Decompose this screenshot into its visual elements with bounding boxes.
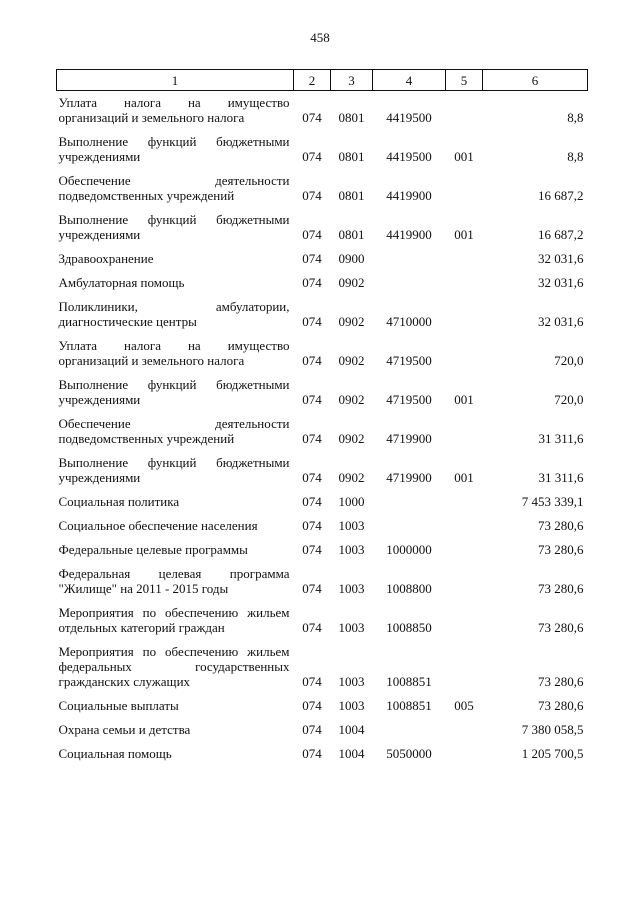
row-section-code: 1003 <box>338 581 365 596</box>
row-target-code: 4719900 <box>386 470 432 485</box>
table-row <box>57 562 588 601</box>
row-ministry-code: 074 <box>302 314 322 329</box>
row-amount: 73 280,6 <box>538 581 584 596</box>
row-ministry-code: 074 <box>302 188 322 203</box>
row-expense-type-code <box>446 640 483 694</box>
row-name: Уплата налога на имущество организаций и земельного налога <box>58 338 290 368</box>
row-target-code: 4719500 <box>386 353 432 368</box>
row-name: Федеральная целевая программа "Жилище" на 2011 - 2015 годы <box>58 566 290 596</box>
table-body <box>57 91 588 767</box>
table-row <box>57 271 588 295</box>
row-ministry-code: 074 <box>302 227 322 242</box>
row-section-code: 0902 <box>338 470 365 485</box>
table-row <box>57 130 588 169</box>
header-col-5: 5 <box>446 70 483 91</box>
row-expense-type-code: 001 <box>454 470 474 485</box>
row-amount: 7 453 339,1 <box>521 494 584 509</box>
row-section-code: 1003 <box>338 698 365 713</box>
row-section-code: 0801 <box>338 188 365 203</box>
row-amount: 31 311,6 <box>538 470 584 485</box>
row-expense-type-code <box>446 742 483 766</box>
row-section-code: 0801 <box>338 110 365 125</box>
row-target-code: 4719500 <box>386 392 432 407</box>
table-row <box>57 490 588 514</box>
row-ministry-code: 074 <box>302 392 322 407</box>
row-ministry-code: 074 <box>302 431 322 446</box>
row-target-code: 4419900 <box>386 188 432 203</box>
header-row <box>57 70 588 91</box>
row-expense-type-code <box>446 562 483 601</box>
row-ministry-code: 074 <box>302 494 322 509</box>
row-name: Выполнение функций бюджетными учреждениями <box>58 134 290 164</box>
row-ministry-code: 074 <box>302 698 322 713</box>
row-amount: 16 687,2 <box>538 227 584 242</box>
row-amount: 73 280,6 <box>538 674 584 689</box>
table-row <box>57 334 588 373</box>
page-number: 458 <box>310 30 330 45</box>
row-name: Социальная помощь <box>58 746 172 761</box>
row-amount: 720,0 <box>554 353 584 368</box>
row-expense-type-code: 001 <box>454 392 474 407</box>
row-section-code: 0902 <box>338 392 365 407</box>
row-name: Поликлиники, амбулатории, диагностические центры <box>58 299 290 329</box>
table-row <box>57 169 588 208</box>
row-expense-type-code <box>446 412 483 451</box>
row-amount: 32 031,6 <box>538 251 584 266</box>
row-name: Амбулаторная помощь <box>58 275 185 290</box>
row-amount: 8,8 <box>567 149 584 164</box>
row-name: Уплата налога на имущество организаций и земельного налога <box>58 95 290 125</box>
row-name: Мероприятия по обеспечению жильем отдельных категорий граждан <box>58 605 290 635</box>
budget-table <box>56 69 588 766</box>
row-expense-type-code <box>446 295 483 334</box>
row-name: Обеспечение деятельности подведомственных учреждений <box>58 173 290 203</box>
header-col-1: 1 <box>57 70 294 91</box>
row-target-code <box>373 490 446 514</box>
row-section-code: 1004 <box>338 722 365 737</box>
row-expense-type-code <box>446 490 483 514</box>
table-row <box>57 91 588 131</box>
row-target-code <box>373 514 446 538</box>
table-row <box>57 742 588 766</box>
table-row <box>57 718 588 742</box>
row-name: Охрана семьи и детства <box>58 722 191 737</box>
row-name: Здравоохранение <box>58 251 154 266</box>
row-amount: 73 280,6 <box>538 698 584 713</box>
row-section-code: 0902 <box>338 431 365 446</box>
row-section-code: 0902 <box>338 314 365 329</box>
row-target-code: 1008851 <box>386 674 432 689</box>
row-name: Выполнение функций бюджетными учреждениями <box>58 455 290 485</box>
table-header <box>57 70 588 91</box>
row-target-code: 1000000 <box>386 542 432 557</box>
row-name: Социальная политика <box>58 494 180 509</box>
row-ministry-code: 074 <box>302 353 322 368</box>
row-amount: 73 280,6 <box>538 620 584 635</box>
row-expense-type-code <box>446 601 483 640</box>
row-ministry-code: 074 <box>302 674 322 689</box>
row-section-code: 0902 <box>338 275 365 290</box>
table-row <box>57 640 588 694</box>
table-row <box>57 694 588 718</box>
row-ministry-code: 074 <box>302 746 322 761</box>
row-expense-type-code <box>446 514 483 538</box>
row-target-code <box>373 271 446 295</box>
table-row <box>57 208 588 247</box>
row-expense-type-code: 001 <box>454 227 474 242</box>
table-row <box>57 373 588 412</box>
row-amount: 32 031,6 <box>538 314 584 329</box>
row-expense-type-code <box>446 247 483 271</box>
header-col-3: 3 <box>331 70 373 91</box>
row-section-code: 1003 <box>338 620 365 635</box>
row-ministry-code: 074 <box>302 470 322 485</box>
row-section-code: 0902 <box>338 353 365 368</box>
row-target-code: 4419500 <box>386 110 432 125</box>
row-amount: 73 280,6 <box>538 518 584 533</box>
row-amount: 1 205 700,5 <box>521 746 584 761</box>
header-col-4: 4 <box>373 70 446 91</box>
row-name: Федеральные целевые программы <box>58 542 248 557</box>
row-name: Обеспечение деятельности подведомственных учреждений <box>58 416 290 446</box>
row-target-code: 4710000 <box>386 314 432 329</box>
row-target-code: 1008800 <box>386 581 432 596</box>
row-section-code: 0801 <box>338 227 365 242</box>
row-amount: 31 311,6 <box>538 431 584 446</box>
row-ministry-code: 074 <box>302 251 322 266</box>
table-row <box>57 295 588 334</box>
table-row <box>57 538 588 562</box>
table-row <box>57 601 588 640</box>
row-amount: 16 687,2 <box>538 188 584 203</box>
row-section-code: 1003 <box>338 518 365 533</box>
row-name: Мероприятия по обеспечению жильем федеральных государственных гражданских служащих <box>58 644 290 689</box>
row-ministry-code: 074 <box>302 149 322 164</box>
row-amount: 8,8 <box>567 110 584 125</box>
row-section-code: 1004 <box>338 746 365 761</box>
row-ministry-code: 074 <box>302 542 322 557</box>
row-expense-type-code: 005 <box>454 698 474 713</box>
row-section-code: 0801 <box>338 149 365 164</box>
row-ministry-code: 074 <box>302 110 322 125</box>
table-row <box>57 412 588 451</box>
table-row <box>57 451 588 490</box>
row-section-code: 0900 <box>338 251 365 266</box>
row-amount: 7 380 058,5 <box>521 722 584 737</box>
row-target-code: 4419500 <box>386 149 432 164</box>
row-expense-type-code <box>446 538 483 562</box>
header-col-2: 2 <box>294 70 331 91</box>
row-section-code: 1003 <box>338 674 365 689</box>
row-target-code: 5050000 <box>386 746 432 761</box>
header-col-6: 6 <box>483 70 588 91</box>
table-row <box>57 514 588 538</box>
row-amount: 32 031,6 <box>538 275 584 290</box>
row-target-code: 1008851 <box>386 698 432 713</box>
row-name: Выполнение функций бюджетными учреждениями <box>58 377 290 407</box>
row-section-code: 1003 <box>338 542 365 557</box>
row-target-code: 4419900 <box>386 227 432 242</box>
row-section-code: 1000 <box>338 494 365 509</box>
row-expense-type-code <box>446 334 483 373</box>
row-expense-type-code: 001 <box>454 149 474 164</box>
row-target-code: 1008850 <box>386 620 432 635</box>
row-name: Выполнение функций бюджетными учреждениями <box>58 212 290 242</box>
row-amount: 73 280,6 <box>538 542 584 557</box>
table-row <box>57 247 588 271</box>
row-expense-type-code <box>446 718 483 742</box>
row-ministry-code: 074 <box>302 581 322 596</box>
row-amount: 720,0 <box>554 392 584 407</box>
row-expense-type-code <box>446 169 483 208</box>
row-name: Социальные выплаты <box>58 698 179 713</box>
row-expense-type-code <box>446 271 483 295</box>
row-ministry-code: 074 <box>302 518 322 533</box>
row-expense-type-code <box>446 91 483 131</box>
row-ministry-code: 074 <box>302 722 322 737</box>
row-target-code <box>373 247 446 271</box>
row-ministry-code: 074 <box>302 275 322 290</box>
row-target-code <box>373 718 446 742</box>
row-name: Социальное обеспечение населения <box>58 518 258 533</box>
row-target-code: 4719900 <box>386 431 432 446</box>
row-ministry-code: 074 <box>302 620 322 635</box>
